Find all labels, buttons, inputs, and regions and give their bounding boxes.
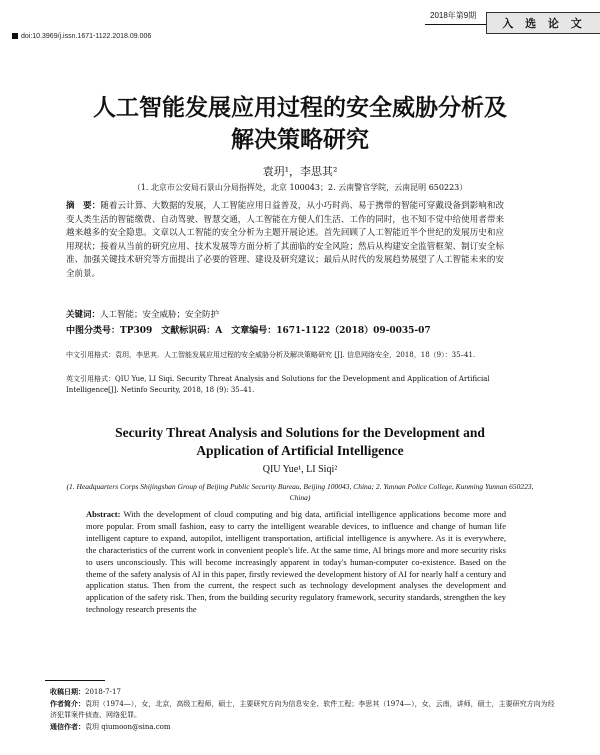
abstract-cn-label: 摘 要：	[66, 201, 101, 211]
keywords-cn-label: 关键词：	[66, 310, 101, 320]
affiliation-cn: （1. 北京市公安局石景山分局指挥处，北京 100043；2. 云南警官学院，云南昆明 650223）	[132, 183, 468, 192]
citation-cn-text: 袁玥，李思其．人工智能发展应用过程的安全威胁分析及解决策略研究 [J]. 信息网络安全，2018，18（9）：35–41.	[115, 351, 476, 359]
footnote-contact	[50, 721, 560, 733]
citation-en-text: QIU Yue, LI Siqi. Security Threat Analysis and Solutions for the Development and Application of Artificial Intelligence[J]. Netinfo Security, 2018, 18 (9): 35–41.	[66, 375, 490, 394]
section-banner: 入 选 论 文	[486, 12, 600, 34]
classification-line: 中图分类号：TP309 文献标识码：A 文章编号：1671-1122（2018）09-0035-07	[66, 326, 431, 336]
citation-en	[66, 374, 506, 396]
bio-text: 袁玥（1974—），女，北京，高级工程师，硕士，主要研究方向为信息安全、软件工程；李思其（1974—），女，云南，讲师，硕士，主要研究方向为经济犯罪案件侦查、网络犯罪。	[50, 700, 555, 719]
bio-label: 作者简介：	[50, 699, 85, 708]
title-en-line2: Application of Artificial Intelligence	[196, 443, 404, 458]
abstract-cn	[66, 200, 504, 281]
doi-line: doi:10.3969/j.issn.1671-1122.2018.09.006	[12, 33, 151, 40]
keywords-cn	[66, 309, 504, 323]
title-cn-line1: 人工智能发展应用过程的安全威胁分析及	[93, 95, 507, 121]
title-cn-line2: 解决策略研究	[231, 127, 369, 153]
footnote-rule	[45, 680, 105, 681]
authors-en: QIU Yue¹, LI Siqi²	[262, 464, 338, 475]
citation-en-label: 英文引用格式：	[66, 375, 115, 383]
footnote-received	[50, 686, 560, 698]
affiliation-en: (1. Headquarters Corps Shijingshan Group of Beijing Public Security Bureau, Beijing 100043, China; 2. Yunnan Police College, Kunming Yunnan 650223, China)	[66, 482, 534, 502]
title-en-line1: Security Threat Analysis and Solutions for the Development and	[115, 425, 485, 440]
abstract-en	[86, 509, 506, 616]
keywords-cn-text: 人工智能；安全威胁；安全防护	[100, 310, 220, 320]
received-label: 收稿日期：	[50, 687, 85, 696]
square-bullet-icon	[12, 33, 18, 39]
contact-label: 通信作者：	[50, 722, 85, 731]
abstract-en-text: With the development of cloud computing and big data, artificial intelligence applications become more and more popular. From small fashion, easy to carry the intelligent wearable devices, to influence and change of human life intelligent capture to expand, autopilot, intelligent transportation, artificial intelligence is anywhere. As it is everywhere, the characteristics of the current work in convenient people's life. At the same time, AI brings more and more security risks to users unconsciously. This will become increasingly apparent in today's human-computer co-existence. Based on the theme of the safety analysis of AI in this paper, firstly reviewed the development history of AI for nearly half a century and application status. Then from the current, the respect such as technology development analyses the development and application of the safety risk. Then, from the building security regulatory framework, security standards, strengthen the key technology research presents the	[86, 509, 506, 615]
issue-label: 2018年第9期	[430, 11, 477, 20]
contact-text: 袁玥 qiumoon@sina.com	[85, 723, 171, 731]
citation-cn-label: 中文引用格式：	[66, 351, 115, 359]
footnote-bio	[50, 698, 560, 721]
received-date: 2018-7-17	[85, 688, 121, 696]
abstract-en-label: Abstract:	[86, 509, 121, 519]
abstract-cn-text: 随着云计算、大数据的发展，人工智能应用日益普及，从小巧时尚、易于携带的智能可穿戴设备到影响和改变人类生活的智能缴费、自动驾驶、智慧交通，人工智能在方便人们生活、工作的同时，也不知不觉中给使用者带来越来越多的安全隐患。文章以人工智能的安全分析为主题开展论述。首先回顾了人工智能近半个世纪的发展历史和应用现状；接着从当前的研究应用、技术发展等方面分析了其面临的安全风险；然后从构建安全监管框架、制订安全标准、加强关键技术研究等方面提出了必要的管理、建设及研究建议；最后从时代的发展趋势展望了人工智能未来的安全前景。	[66, 201, 504, 279]
authors-cn: 袁玥¹，李思其²	[262, 165, 338, 178]
citation-cn	[66, 350, 506, 361]
